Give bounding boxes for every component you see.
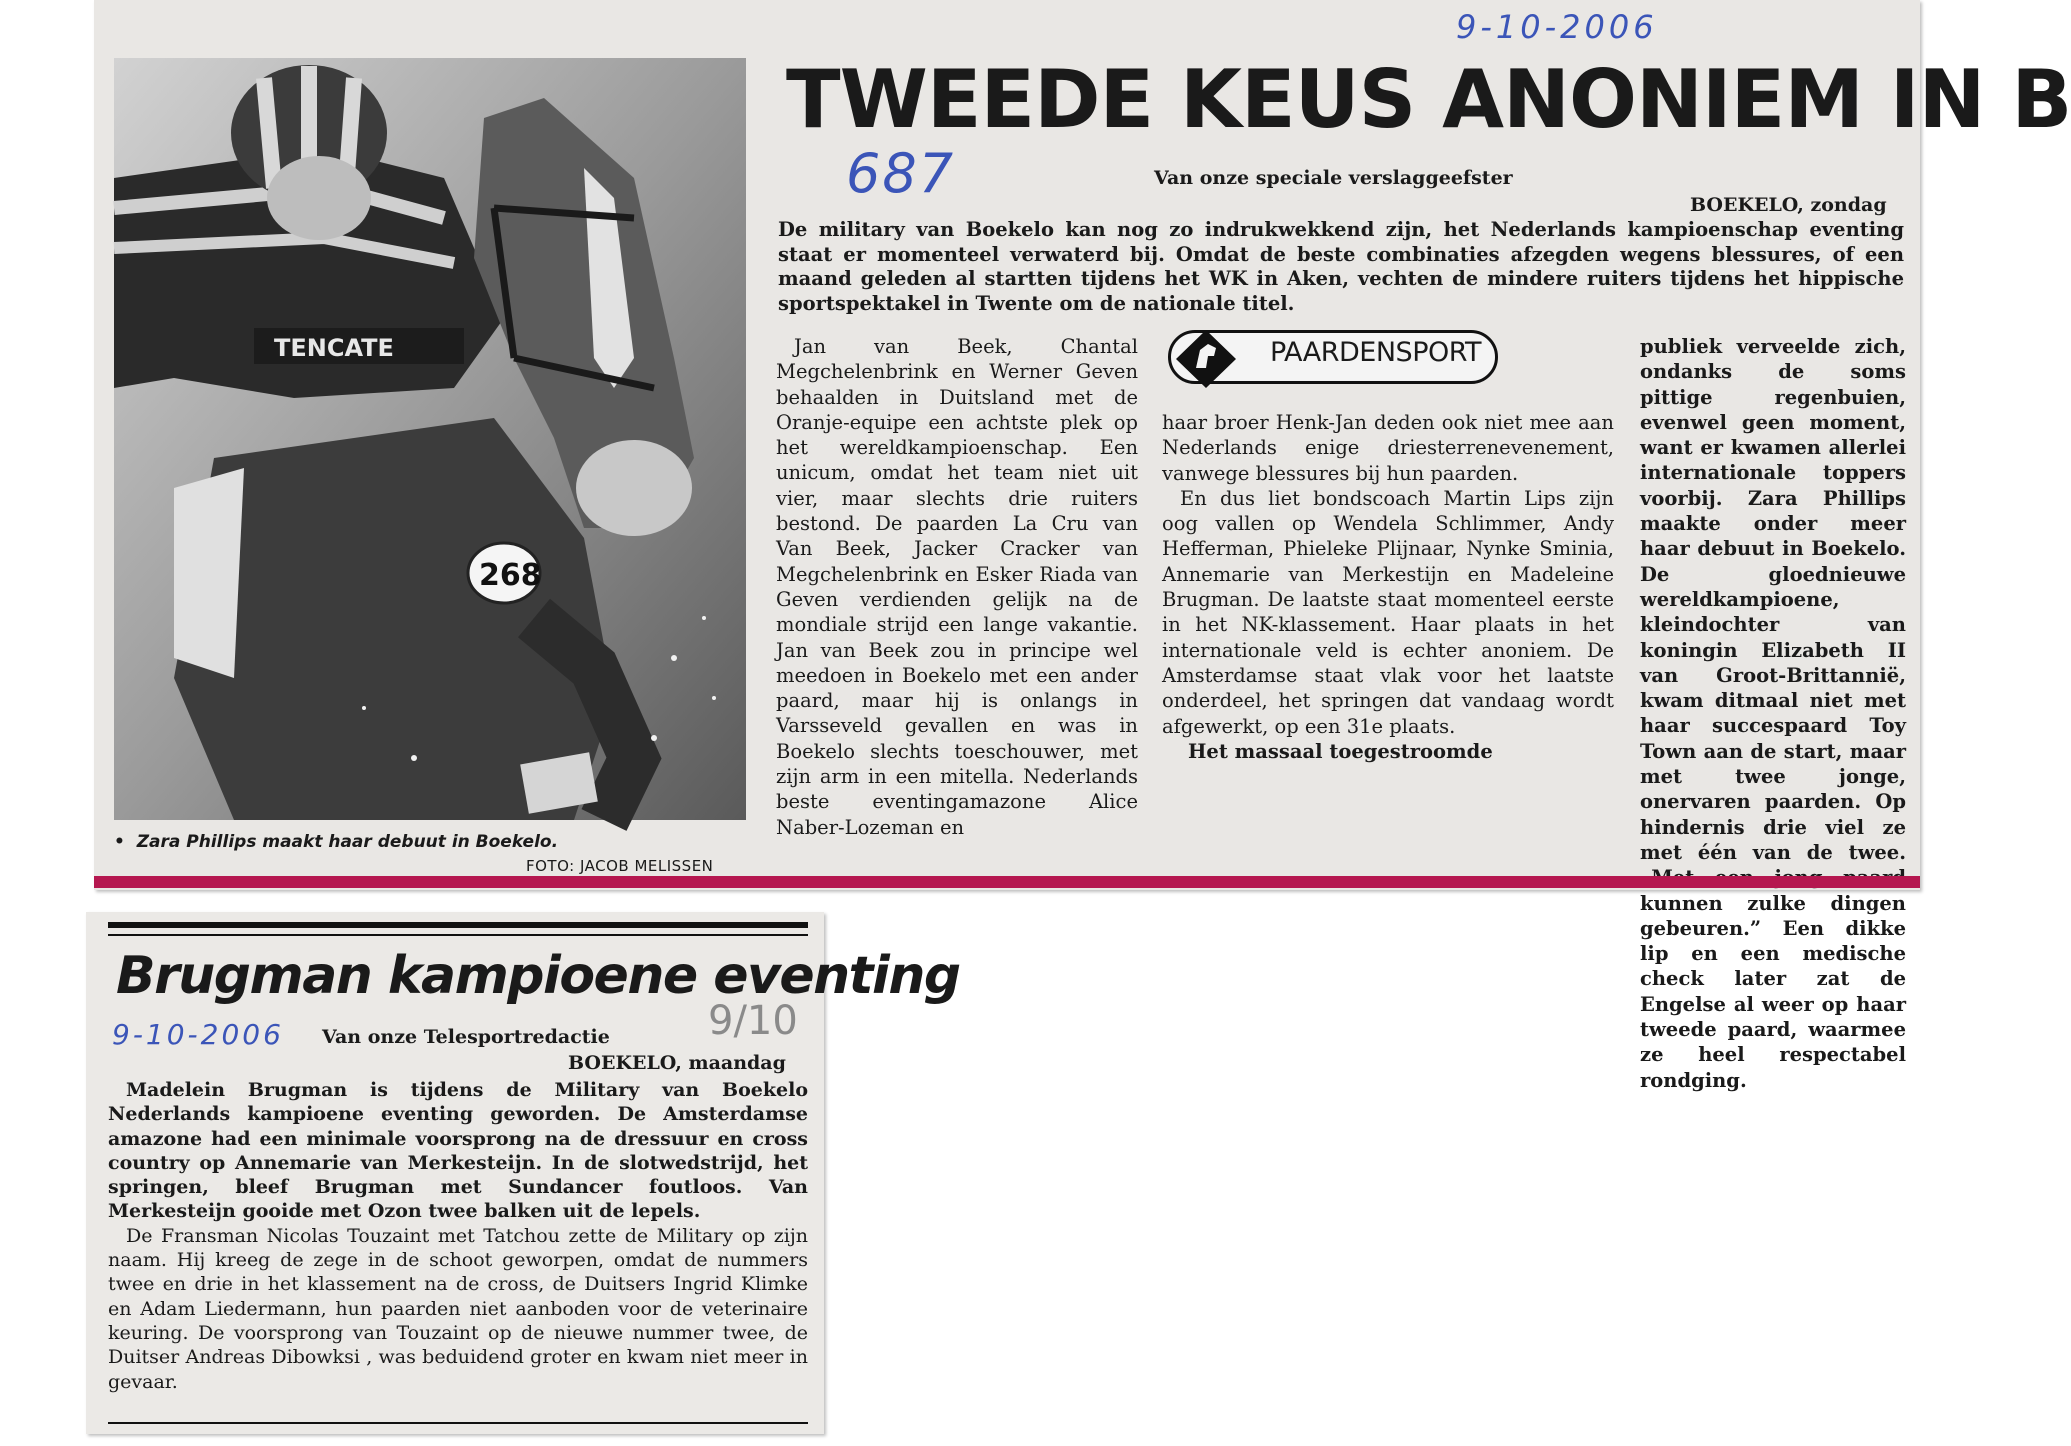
article-column-3: publiek verveelde zich, ondanks de soms pittige regenbuien, evenwel geen moment, want er kwamen allerlei internationale toppers voorbij. Zara Phillips maakte onder meer haar debuut in Boekelo. De gloednieuwe wereldkampioene, kleindochter van koningin Elizabeth II van Groot-Brittannië, kwam ditmaal niet met haar succespaard Toy Town aan de start, maar met twee jonge, onervaren paarden. Op hindernis drie viel ze met één van de twee. kunnen zulke dingen gebeuren.” Een dikke lip en een medische check later zat de Engelse al weer op haar tweede paard, waarmee ze heel respectabel rondging. bbox=[1640, 335, 1906, 1092]
top-rule-thin bbox=[108, 934, 808, 936]
sponsor-text: TENCATE bbox=[274, 334, 394, 362]
handwritten-date-2: 9-10-2006 bbox=[112, 1018, 284, 1051]
article-photo bbox=[114, 58, 746, 820]
article-dateline: BOEKELO, zondag bbox=[1690, 194, 1887, 216]
article-intro: De military van Boekelo kan nog zo indrukwekkend zijn, het Nederlands kampioenschap eventing staat er momenteel verwaterd bij. Omdat de beste combinaties afzegden wegens blessures, of een maand geleden al startten tijdens het WK in Aken, vechten de mindere ruiters tijdens het hippische sportspektakel in Twente om de nationale titel. bbox=[778, 218, 1904, 315]
article-headline: TWEEDE KEUS ANONIEM IN B bbox=[786, 53, 2071, 146]
article-column-2: haar broer Henk-Jan deden ook niet mee aan Nederlands enige driesterrenevenement, vanwege blessures bij hun paarden. En dus liet bondscoach Martin Lips zijn oog vallen op Wendela Schlimmer, Andy Hefferman, Phieleke Plijnaar, Nynke Sminia, Annemarie van Merkestijn en Madeleine Brugman. De laatste staat momenteel eerste in het NK-klassement. Haar plaats in het internationale veld is echter anoniem. De Amsterdamse staat vlak voor het laatste onderdeel, het springen dat vandaag wordt afgewerkt, op een 31e plaats. Het massaal toegestroomde bbox=[1162, 411, 1614, 763]
second-article-body: Madelein Brugman is tijdens de Military van Boekelo Nederlands kampioene eventing geworden. De Amsterdamse amazone had een minimale voorsprong na de dressuur en cross country op Annemarie van Merkesteijn. In de slotwedstrijd, het springen, bleef Brugman met Sundancer foutloos. Van Merkesteijn gooide met Ozon twee balken uit de lepels. De Fransman Nicolas Touzaint met Tatchou zette de Military op zijn naam. Hij kreeg de zege in de schoot geworpen, omdat de nummers twee en drie in het klassement na de cross, de Duitsers Ingrid Klimke en Adam Liedermann, hun paarden niet aanboden voor de veterinaire keuring. De voorsprong van Touzaint op de nieuwe nummer twee, de Duitser Andreas Dibowksi , was beduidend groter en kwam niet meer in gevaar. bbox=[108, 1079, 808, 1393]
section-badge-label: PAARDENSPORT bbox=[1270, 337, 1482, 368]
bottom-rule bbox=[108, 1422, 808, 1424]
bib-number: 268 bbox=[479, 558, 542, 593]
caption-bullet: • bbox=[114, 832, 137, 852]
accent-bar bbox=[94, 876, 1920, 888]
horse-rider-photo bbox=[114, 58, 746, 820]
article-column-1: Jan van Beek, Chantal Megchelenbrink en Werner Geven behaalden in Duitsland met de Oranje-equipe een achtste plek op het wereldkampioenschap. Een unicum, omdat het team niet uit vier, maar slechts drie ruiters bestond. De paarden La Cru van Van Beek, Jacker Cracker van Megchelenbrink en Esker Riada van Geven verdienden gelijk na de mondiale strijd een lange vakantie. Jan van Beek zou in principe wel meedoen in Boekelo met een ander paard, maar hij is onlangs in Varsseveld gevallen en was in Boekelo slechts toeschouwer, met zijn arm in een mitella. Nederlands beste eventingamazone Alice Naber-Lozeman en bbox=[776, 335, 1138, 839]
second-headline: Brugman kampioene eventing bbox=[116, 946, 960, 1006]
handwritten-number: 687 bbox=[846, 142, 956, 205]
article-byline: Van onze speciale verslaggeefster bbox=[1154, 167, 1513, 189]
horse-icon bbox=[1174, 328, 1238, 394]
second-byline: Van onze Telesportredactie bbox=[322, 1026, 610, 1048]
photo-credit: FOTO: JACOB MELISSEN bbox=[526, 857, 714, 875]
second-dateline: BOEKELO, maandag bbox=[568, 1052, 786, 1074]
top-rule bbox=[108, 922, 808, 928]
clipping-second-article bbox=[86, 912, 960, 1434]
photo-caption: • Zara Phillips maakt haar debuut in Boekelo. bbox=[114, 832, 559, 852]
handwritten-date: 9-10-2006 bbox=[1456, 8, 1658, 46]
margin-note: 9/10 bbox=[708, 998, 798, 1044]
